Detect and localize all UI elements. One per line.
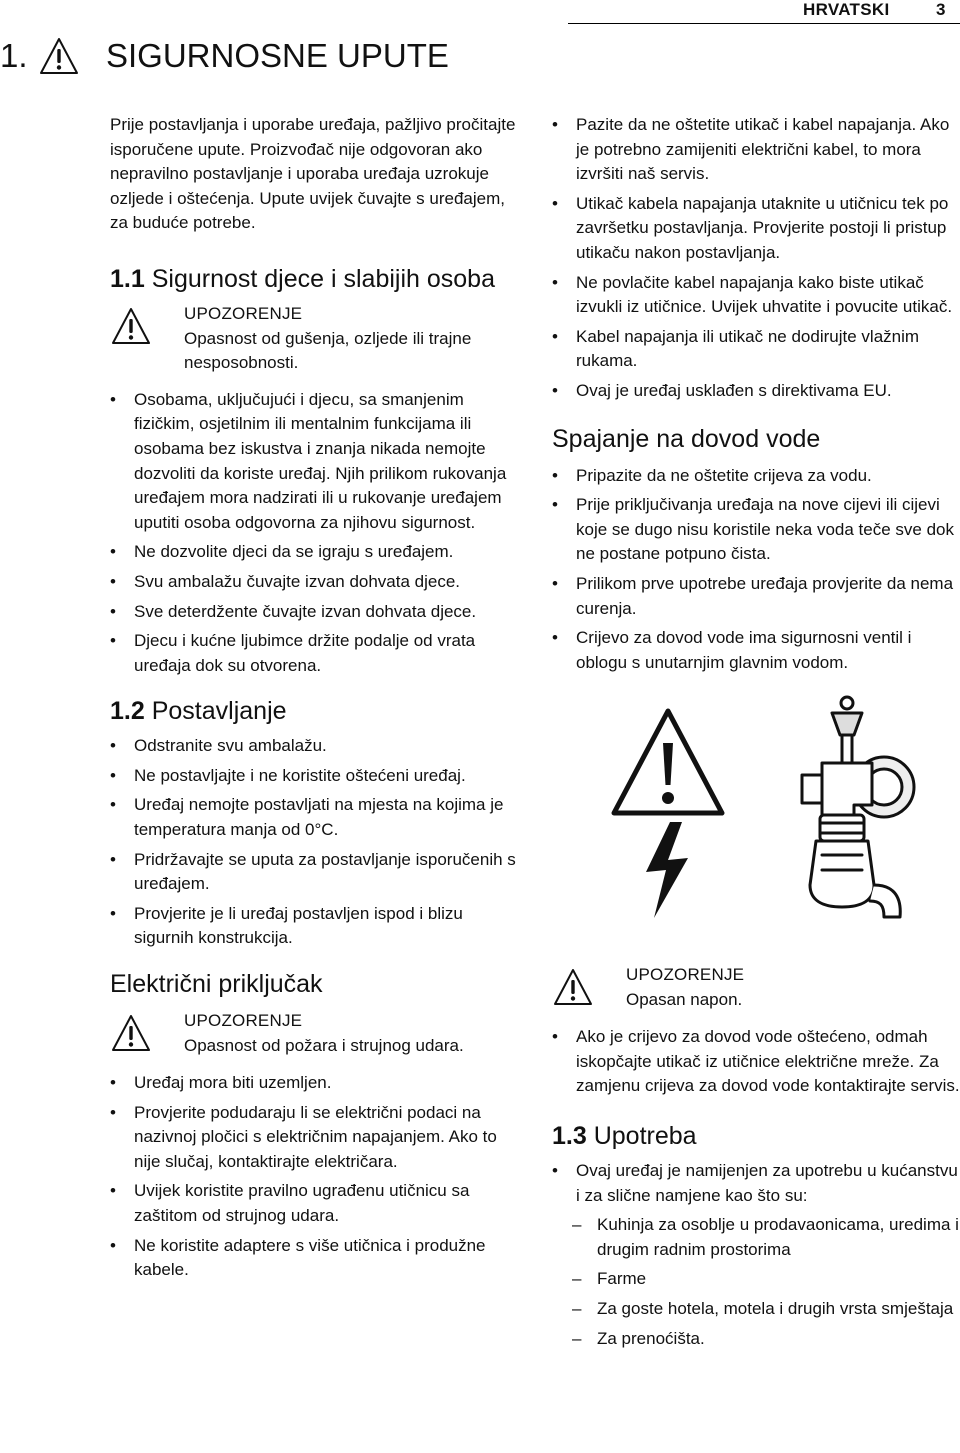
- section-title: Sigurnost djece i slabijih osoba: [151, 264, 495, 293]
- list-item: – Farme: [552, 1267, 960, 1292]
- warning-title: UPOZORENJE: [184, 1011, 303, 1031]
- water-tap-hose-icon: [762, 695, 942, 930]
- chapter-title-text: SIGURNOSNE UPUTE: [106, 37, 449, 74]
- warning-text: Opasnost od gušenja, ozljede ili trajne nesposobnosti.: [184, 328, 472, 373]
- lightning-bolt-icon: [626, 820, 706, 920]
- warning-title: UPOZORENJE: [626, 965, 745, 985]
- section-heading-1-3: [552, 1121, 960, 1151]
- chapter-number: 1.: [0, 37, 28, 74]
- list-item: • Kabel napajanja ili utikač ne dodirujte vlažnim rukama.: [552, 325, 960, 374]
- water-list-2: [552, 1025, 960, 1099]
- usage-list: [552, 1159, 960, 1208]
- list-item: • Ne koristite adaptere s više utičnica i produžne kabele.: [110, 1234, 520, 1283]
- warning-text: Opasan napon.: [626, 989, 743, 1009]
- list-item: • Ovaj uređaj je namijenjen za upotrebu u kućanstvu i za slične namjene kao što su:: [552, 1159, 960, 1208]
- list-item: • Utikač kabela napajanja utaknite u utičnicu tek po završetku postavljanja. Provjerite postoji li pristup utikaču nakon postavljanja.: [552, 192, 960, 266]
- list-item: • Ne povlačite kabel napajanja kako biste utikač izvukli iz utičnice. Uvijek uhvatite i povucite utikač.: [552, 271, 960, 320]
- list-item: • Osobama, uključujući i djecu, sa smanjenim fizičkim, osjetilnim ili mentalnim funkcijama ili osobama bez iskustva i znanja nikada nemojte dozvoliti da koriste uređaj. Njih prilikom rukovanja uređajem mora nadzirati ili u rukovanje uređajem uputiti osoba odgovorna za njihovu sigurnost.: [110, 388, 520, 536]
- list-item: • Pripazite da ne oštetite crijeva za vodu.: [552, 464, 960, 489]
- water-list: [552, 464, 960, 676]
- header-rule: [568, 23, 960, 24]
- warning-block-children: [110, 302, 520, 376]
- subsection-heading-water: Spajanje na dovod vode: [552, 424, 821, 453]
- electric-list: [110, 1071, 520, 1283]
- section-heading-1-1: [110, 264, 520, 294]
- list-item: • Provjerite je li uređaj postavljen ispod i blizu sigurnih konstrukcija.: [110, 902, 520, 951]
- intro-paragraph: Prije postavljanja i uporabe uređaja, pažljivo pročitajte isporučene upute. Proizvođač nije odgovoran ako nepravilno postavljanje i uporaba uređaja uzrokuje ozljede i oštećenja. Upute uvijek čuvajte s uređajem, za buduće potrebe.: [110, 115, 516, 233]
- warning-icon: [110, 306, 152, 346]
- warning-text: Opasnost od požara i strujnog udara.: [184, 1035, 464, 1055]
- section-title: Upotreba: [593, 1122, 697, 1151]
- usage-sublist: [552, 1213, 960, 1351]
- electric-list-continued: [552, 113, 960, 404]
- list-item: • Odstranite svu ambalažu.: [110, 734, 520, 759]
- children-safety-list: [110, 388, 520, 679]
- list-item: • Crijevo za dovod vode ima sigurnosni ventil i oblogu s unutarnjim glavnim vodom.: [552, 626, 960, 675]
- left-column: [110, 113, 520, 1288]
- list-item: • Sve deterdžente čuvajte izvan dohvata djece.: [110, 600, 520, 625]
- list-item: • Prilikom prve upotrebe uređaja provjerite da nema curenja.: [552, 572, 960, 621]
- list-item: • Svu ambalažu čuvajte izvan dohvata djece.: [110, 570, 520, 595]
- installation-list: [110, 734, 520, 951]
- list-item: – Za goste hotela, motela i drugih vrsta smještaja: [552, 1297, 960, 1322]
- warning-block-electric: [110, 1009, 520, 1059]
- list-item: • Ne dozvolite djeci da se igraju s uređajem.: [110, 540, 520, 565]
- page-number: 3: [936, 0, 946, 19]
- warning-icon: [110, 1013, 152, 1053]
- warning-icon: [608, 705, 728, 820]
- chapter-title: [0, 36, 449, 76]
- warning-icon: [552, 967, 594, 1007]
- list-item: • Prije priključivanja uređaja na nove cijevi ili cijevi koje se dugo nisu koristile neka voda teče sve dok ne postane potpuno čista.: [552, 493, 960, 567]
- list-item: • Provjerite podudaraju li se električni podaci na nazivnoj pločici s električnim napajanjem. Ako to nije slučaj, kontaktirajte električara.: [110, 1101, 520, 1175]
- list-item: • Uređaj mora biti uzemljen.: [110, 1071, 520, 1096]
- section-number: 1.2: [110, 697, 145, 726]
- header-language: HRVATSKI: [803, 0, 890, 19]
- list-item: • Ne postavljajte i ne koristite oštećeni uređaj.: [110, 764, 520, 789]
- warning-title: UPOZORENJE: [184, 303, 303, 323]
- subsection-heading-electric: Električni priključak: [110, 970, 323, 999]
- list-item: • Ovaj je uređaj usklađen s direktivama EU.: [552, 379, 960, 404]
- section-title: Postavljanje: [151, 697, 287, 726]
- list-item: • Djecu i kućne ljubimce držite podalje od vrata uređaja dok su otvorena.: [110, 629, 520, 678]
- warning-icon: [38, 36, 80, 76]
- right-column: [552, 113, 960, 1356]
- list-item: • Uređaj nemojte postavljati na mjesta na kojima je temperatura manja od 0°C.: [110, 793, 520, 842]
- section-heading-1-2: [110, 696, 520, 726]
- list-item: – Za prenoćišta.: [552, 1327, 960, 1352]
- section-number: 1.3: [552, 1122, 587, 1151]
- list-item: • Ako je crijevo za dovod vode oštećeno, odmah iskopčajte utikač iz utičnice električne mreže. Za zamjenu crijeva za dovod vode kontaktirajte servis.: [552, 1025, 960, 1099]
- list-item: • Uvijek koristite pravilno ugrađenu utičnicu sa zaštitom od strujnog udara.: [110, 1179, 520, 1228]
- list-item: – Kuhinja za osoblje u prodavaonicama, uredima i drugim radnim prostorima: [552, 1213, 960, 1262]
- list-item: • Pazite da ne oštetite utikač i kabel napajanja. Ako je potrebno zamijeniti električni kabel, to mora izvršiti naš servis.: [552, 113, 960, 187]
- hose-safety-illustration: [552, 695, 960, 935]
- warning-block-voltage: [552, 963, 960, 1013]
- section-number: 1.1: [110, 264, 145, 293]
- list-item: • Pridržavajte se uputa za postavljanje isporučenih s uređajem.: [110, 848, 520, 897]
